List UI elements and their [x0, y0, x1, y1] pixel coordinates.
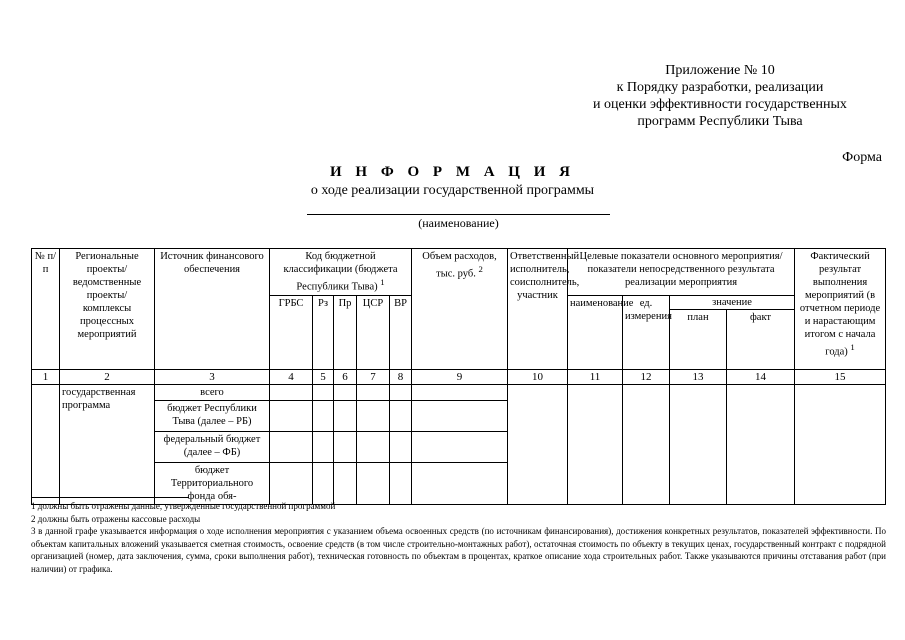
cell-rz[interactable]	[313, 462, 334, 504]
cell-volume[interactable]	[412, 431, 508, 462]
cell-responsible[interactable]	[508, 384, 568, 504]
footnote-ref-1: 1	[380, 277, 385, 287]
cell-volume[interactable]	[412, 462, 508, 504]
col-number: 15	[795, 369, 886, 384]
col-number: 9	[412, 369, 508, 384]
cell-csr[interactable]	[357, 431, 390, 462]
footnote-2: 2 должны быть отражены кассовые расходы	[31, 513, 201, 524]
cell-csr[interactable]	[357, 462, 390, 504]
header-projects: Региональные проекты/ ведомственные проекты/ комплексы процессных мероприятий	[60, 249, 155, 370]
col-number: 3	[155, 369, 270, 384]
col-number: 8	[390, 369, 412, 384]
col-number: 13	[670, 369, 727, 384]
cell-grbs[interactable]	[270, 384, 313, 400]
header-volume	[412, 249, 508, 370]
cell-unit[interactable]	[623, 384, 670, 504]
header-grbs: ГРБС	[270, 295, 313, 369]
header-indicator-name: наименование	[568, 295, 623, 369]
source-territorial-fund: бюджет Территориального фонда обя-	[155, 462, 270, 504]
cell-grbs[interactable]	[270, 462, 313, 504]
col-number: 5	[313, 369, 334, 384]
header-rz: Рз	[313, 295, 334, 369]
header-sources: Источник финансового обеспечения	[155, 249, 270, 370]
col-number: 1	[32, 369, 60, 384]
cell-csr[interactable]	[357, 400, 390, 431]
appendix-line-3: и оценки эффективности государственных	[593, 97, 847, 112]
header-fact: факт	[727, 309, 795, 369]
col-number: 6	[334, 369, 357, 384]
cell-volume[interactable]	[412, 384, 508, 400]
footnote-ref-2: 2	[478, 264, 483, 274]
table-row	[32, 384, 886, 400]
cell-pr[interactable]	[334, 400, 357, 431]
cell-vr[interactable]	[390, 462, 412, 504]
cell-fact[interactable]	[727, 384, 795, 504]
col-number: 10	[508, 369, 568, 384]
cell-vr[interactable]	[390, 431, 412, 462]
header-row-1	[32, 249, 886, 296]
cell-rz[interactable]	[313, 400, 334, 431]
cell-grbs[interactable]	[270, 431, 313, 462]
cell-vr[interactable]	[390, 400, 412, 431]
name-caption: (наименование)	[418, 216, 499, 230]
cell-pr[interactable]	[334, 431, 357, 462]
cell-actual-result[interactable]	[795, 384, 886, 504]
cell-volume[interactable]	[412, 400, 508, 431]
footnote-1: 1 должны быть отражены данные, утвержденные государственной программой	[31, 501, 336, 511]
cell-indicator-name[interactable]	[568, 384, 623, 504]
col-number: 14	[727, 369, 795, 384]
appendix-line-1: Приложение № 10	[665, 63, 775, 78]
cell-csr[interactable]	[357, 384, 390, 400]
row-label: государственная программа	[60, 384, 155, 504]
header-pr: Пр	[334, 295, 357, 369]
footnote-ref-3: 1	[850, 342, 855, 352]
header-csr: ЦСР	[357, 295, 390, 369]
header-num-text: № п/п	[34, 251, 57, 275]
document-subtitle: о ходе реализации государственной программы	[310, 183, 595, 198]
col-number: 11	[568, 369, 623, 384]
source-total: всего	[155, 384, 270, 400]
cell-pr[interactable]	[334, 462, 357, 504]
cell-rz[interactable]	[313, 384, 334, 400]
document-title: И Н Ф О Р М А Ц И Я	[330, 164, 575, 180]
header-vr: ВР	[390, 295, 412, 369]
cell-plan[interactable]	[670, 384, 727, 504]
cell-grbs[interactable]	[270, 400, 313, 431]
footnote-divider	[31, 497, 189, 498]
appendix-line-4: программ Республики Тыва	[637, 114, 803, 129]
header-actual-result	[795, 249, 886, 370]
appendix-line-2: к Порядку разработки, реализации	[616, 80, 824, 95]
header-budget-code	[270, 249, 412, 296]
header-plan: план	[670, 309, 727, 369]
header-volume-text: Объем расходов, тыс. руб.	[422, 251, 497, 280]
form-label: Форма	[842, 150, 882, 165]
cell-pr[interactable]	[334, 384, 357, 400]
header-budget-code-text: Код бюджетной классификации (бюджета Республики Тыва)	[283, 251, 398, 293]
source-fb: федеральный бюджет (далее – ФБ)	[155, 431, 270, 462]
col-number: 4	[270, 369, 313, 384]
header-value: значение	[670, 295, 795, 309]
header-indicators: Целевые показатели основного мероприятия/показатели непосредственного результата реализации мероприятия	[568, 249, 795, 296]
col-number: 2	[60, 369, 155, 384]
cell-vr[interactable]	[390, 384, 412, 400]
footnote-3: 3 в данной графе указывается информация о ходе исполнения мероприятия с указанием объема освоенных средств (по источникам финансирования), достижения конкретных результатов, показателей эффективности. По объектам капитальных вложений указывается сметная стоимость, освоение средств (в том числе строительно-монтажных работ), остаточная стоимость по объекту в текущих ценах, государственный контракт с подрядной организацией (номер, дата заключения, сумма, сроки выполнения работ), техническая готовность по объектам в процентах, краткое описание хода строительных работ. Также указываются причины отставания работ (при наличии) от графика.	[31, 526, 886, 574]
report-table	[31, 248, 886, 505]
cell-num[interactable]	[32, 384, 60, 504]
column-numbers-row	[32, 369, 886, 384]
header-responsible: Ответственный исполнитель, соисполнитель, участник	[508, 249, 568, 370]
name-fill-line[interactable]	[307, 214, 610, 215]
header-unit: ед. измерения	[623, 295, 670, 369]
col-number: 12	[623, 369, 670, 384]
appendix-header	[560, 62, 880, 130]
col-number: 7	[357, 369, 390, 384]
header-num	[32, 249, 60, 370]
cell-rz[interactable]	[313, 431, 334, 462]
footnotes	[31, 500, 886, 575]
source-rb: бюджет Республики Тыва (далее – РБ)	[155, 400, 270, 431]
header-actual-result-text: Фактический результат выполнения мероприятий (в отчетном периоде и нарастающим итогом с начала года)	[799, 251, 881, 358]
